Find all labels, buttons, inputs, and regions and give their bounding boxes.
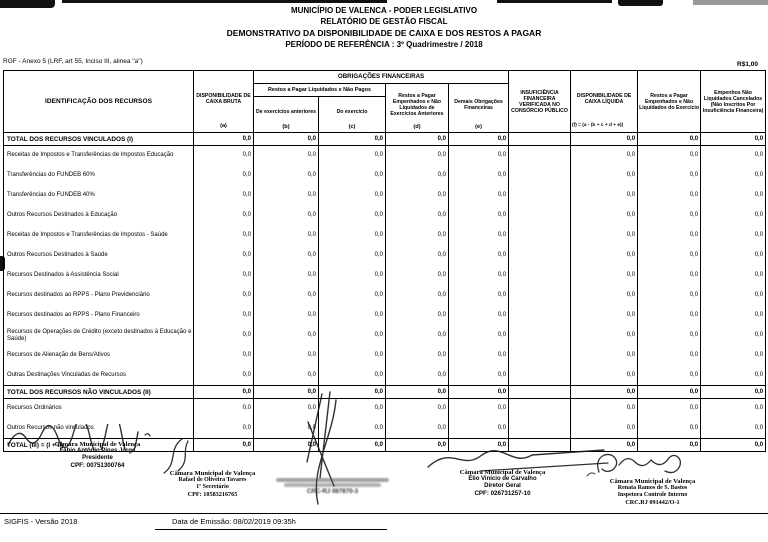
cell-value: 0,0 (194, 133, 254, 146)
stamp-name: Fábio Antônio Pinas Jorge (59, 448, 136, 454)
cell-value: 0,0 (319, 206, 386, 226)
cell-value: 0,0 (449, 386, 509, 399)
cell-value (509, 266, 571, 286)
cell-value: 0,0 (386, 186, 449, 206)
cell-value (509, 419, 571, 439)
table-row (4, 386, 766, 399)
cell-value: 0,0 (319, 366, 386, 386)
cell-value: 0,0 (701, 439, 766, 452)
cell-value: 0,0 (701, 146, 766, 166)
col-letter-c: (c) (348, 123, 356, 130)
cell-value: 0,0 (319, 306, 386, 326)
fiscal-table (3, 70, 766, 452)
reference-period: PERÍODO DE REFERÊNCIA : 3º Quadrimestre / 2018 (285, 40, 483, 49)
table-row (4, 326, 766, 346)
cell-value: 0,0 (571, 286, 638, 306)
stamp-id: CRC-RJ 087870-3 (306, 488, 359, 495)
cell-value: 0,0 (194, 246, 254, 266)
cell-value: 0,0 (254, 133, 319, 146)
cell-value: 0,0 (386, 166, 449, 186)
row-label: TOTAL (III) = (I + II) (4, 439, 194, 452)
cell-value: 0,0 (638, 419, 701, 439)
row-label: Recursos de Alienação de Bens/Ativos (4, 346, 194, 366)
table-row (4, 306, 766, 326)
cell-value (509, 386, 571, 399)
cell-value: 0,0 (386, 226, 449, 246)
col-letter-e: (e) (475, 123, 482, 130)
cell-value: 0,0 (571, 399, 638, 419)
cell-value: 0,0 (319, 326, 386, 346)
stamp-role: 1º Secretário (196, 484, 229, 490)
cell-value: 0,0 (638, 306, 701, 326)
table-row (4, 206, 766, 226)
col-do-exercicio-label: Do exercício (336, 108, 368, 115)
cell-value: 0,0 (194, 419, 254, 439)
cell-value: 0,0 (571, 346, 638, 366)
stamp-org: Câmara Municipal de Valença (609, 478, 696, 485)
cell-value: 0,0 (194, 306, 254, 326)
cell-value: 0,0 (701, 246, 766, 266)
scan-artifact (62, 0, 387, 3)
annex-reference: RGF - Anexo 5 (LRF, art 55, Inciso III, alinea "a") (3, 58, 143, 65)
statement-title: DEMONSTRATIVO DA DISPONIBILIDADE DE CAIXA E DOS RESTOS A PAGAR (226, 28, 542, 38)
cell-value: 0,0 (254, 366, 319, 386)
document-header (0, 5, 768, 50)
cell-value: 0,0 (254, 439, 319, 452)
cell-value: 0,0 (319, 286, 386, 306)
cell-value: 0,0 (254, 306, 319, 326)
cell-value: 0,0 (638, 133, 701, 146)
cell-value: 0,0 (194, 439, 254, 452)
cell-value: 0,0 (254, 186, 319, 206)
cell-value: 0,0 (449, 326, 509, 346)
table-row (4, 266, 766, 286)
stamp-diretor (435, 469, 570, 497)
cell-value: 0,0 (571, 166, 638, 186)
cell-value: 0,0 (638, 246, 701, 266)
row-label: Recursos destinados ao RPPS - Plano Financeiro (4, 306, 194, 326)
cell-value: 0,0 (449, 346, 509, 366)
cell-value: 0,0 (194, 326, 254, 346)
col-letter-a: (a) (220, 122, 227, 129)
col-formula-f: (f) = (a - (b + c + d + e)) (572, 122, 624, 128)
cell-value: 0,0 (319, 133, 386, 146)
cell-value: 0,0 (638, 146, 701, 166)
cell-value: 0,0 (449, 133, 509, 146)
cell-value: 0,0 (386, 419, 449, 439)
cell-value: 0,0 (319, 439, 386, 452)
cell-value: 0,0 (701, 326, 766, 346)
cell-value (509, 186, 571, 206)
col-disponibilidade-bruta (194, 71, 254, 133)
row-label: Transferências do FUNDEB 40% (4, 186, 194, 206)
cell-value: 0,0 (254, 166, 319, 186)
cell-value: 0,0 (319, 186, 386, 206)
cell-value: 0,0 (638, 366, 701, 386)
stamp-secretario (140, 470, 285, 498)
cell-value: 0,0 (386, 439, 449, 452)
cell-value (509, 206, 571, 226)
cell-value: 0,0 (571, 306, 638, 326)
col-letter-d: (d) (413, 123, 421, 130)
cell-value: 0,0 (319, 226, 386, 246)
table-header (4, 71, 766, 133)
cell-value (509, 399, 571, 419)
stamp-org: Câmara Municipal de Valença (54, 441, 141, 448)
cell-value: 0,0 (571, 226, 638, 246)
cell-value: 0,0 (319, 166, 386, 186)
cell-value: 0,0 (254, 346, 319, 366)
col-obrigacoes-financeiras: OBRIGAÇÕES FINANCEIRAS (254, 71, 509, 84)
cell-value: 0,0 (571, 186, 638, 206)
cell-value (509, 133, 571, 146)
cell-value: 0,0 (701, 346, 766, 366)
cell-value: 0,0 (319, 346, 386, 366)
cell-value: 0,0 (449, 286, 509, 306)
stamp-name: Rafael de Oliveira Tavares (178, 477, 247, 483)
cell-value: 0,0 (319, 386, 386, 399)
cell-value: 0,0 (638, 186, 701, 206)
cell-value: 0,0 (701, 386, 766, 399)
cell-value (509, 226, 571, 246)
cell-value: 0,0 (386, 386, 449, 399)
stamp-inspetora (575, 478, 730, 506)
cell-value: 0,0 (254, 246, 319, 266)
col-empenhos-cancelados: Empenhos Não Liquidados Cancelados (Não Inscritos Por Insuficiência Financeira) (701, 71, 766, 133)
cell-value: 0,0 (701, 186, 766, 206)
entity-title: MUNICÍPIO DE VALENCA - PODER LEGISLATIVO (290, 6, 478, 15)
stamp-name: Renata Ramos de S. Bastos (617, 485, 688, 491)
cell-value: 0,0 (449, 246, 509, 266)
col-demais-obrigacoes (449, 84, 509, 133)
col-do-exercicio (319, 97, 386, 133)
cell-value: 0,0 (701, 133, 766, 146)
stamp-org: Câmara Municipal de Valença (459, 469, 546, 476)
col-restos-ant-label: Restos a Pagar Empenhados e Não Liquidados de Exercícios Anteriores (390, 93, 444, 117)
cell-value: 0,0 (194, 206, 254, 226)
cell-value: 0,0 (701, 419, 766, 439)
row-label: Recursos Ordinários (4, 399, 194, 419)
scan-artifact (497, 0, 612, 3)
cell-value: 0,0 (701, 266, 766, 286)
cell-value: 0,0 (254, 266, 319, 286)
row-label: Outras Destinações Vinculadas de Recursos (4, 366, 194, 386)
cell-value: 0,0 (638, 266, 701, 286)
row-label: TOTAL DOS RECURSOS NÃO VINCULADOS (II) (4, 386, 194, 399)
cell-value: 0,0 (319, 399, 386, 419)
col-ex-ant-label: De exercícios anteriores (256, 108, 316, 115)
cell-value: 0,0 (638, 226, 701, 246)
stamp-contador (270, 477, 395, 495)
cell-value: 0,0 (571, 133, 638, 146)
cell-value (509, 286, 571, 306)
illegible-stamp-line (276, 478, 389, 482)
cell-value: 0,0 (449, 399, 509, 419)
cell-value (509, 166, 571, 186)
footer-divider (0, 513, 768, 514)
cell-value: 0,0 (194, 386, 254, 399)
cell-value: 0,0 (701, 306, 766, 326)
table-row (4, 133, 766, 146)
cell-value: 0,0 (386, 399, 449, 419)
cell-value: 0,0 (449, 186, 509, 206)
cell-value: 0,0 (254, 386, 319, 399)
cell-value: 0,0 (194, 146, 254, 166)
cell-value: 0,0 (571, 266, 638, 286)
signature-scrawl-inspetora (585, 448, 697, 480)
cell-value: 0,0 (449, 306, 509, 326)
cell-value: 0,0 (571, 146, 638, 166)
cell-value: 0,0 (194, 366, 254, 386)
cell-value (509, 246, 571, 266)
cell-value: 0,0 (571, 326, 638, 346)
cell-value (509, 326, 571, 346)
cell-value: 0,0 (386, 366, 449, 386)
row-label: Receitas de Impostos e Transferências de Impostos - Saúde (4, 226, 194, 246)
cell-value: 0,0 (386, 266, 449, 286)
cell-value: 0,0 (319, 246, 386, 266)
row-label: Outros Recursos Destinados à Educação (4, 206, 194, 226)
row-label: TOTAL DOS RECURSOS VINCULADOS (I) (4, 133, 194, 146)
row-label: Recursos destinados ao RPPS - Plano Previdenciário (4, 286, 194, 306)
cell-value: 0,0 (319, 146, 386, 166)
cell-value: 0,0 (194, 166, 254, 186)
table-row (4, 166, 766, 186)
cell-value: 0,0 (194, 286, 254, 306)
footer-system-version: SIGFIS - Versão 2018 (4, 517, 78, 526)
cell-value: 0,0 (386, 206, 449, 226)
cell-value: 0,0 (386, 326, 449, 346)
cell-value: 0,0 (254, 326, 319, 346)
col-insuficiencia: INSUFICIÊNCIA FINANCEIRA VERIFICADA NO CONSÓRCIO PÚBLICO (509, 71, 571, 133)
cell-value: 0,0 (571, 439, 638, 452)
col-identificacao: IDENTIFICAÇÃO DOS RECURSOS (4, 71, 194, 133)
col-letter-b: (b) (282, 123, 290, 130)
cell-value: 0,0 (254, 146, 319, 166)
cell-value: 0,0 (449, 166, 509, 186)
cell-value: 0,0 (449, 439, 509, 452)
row-label: Recursos Destinados à Assistência Social (4, 266, 194, 286)
footer-emission-date: Data de Emissão: 08/02/2019 09:35h (172, 517, 296, 526)
cell-value: 0,0 (254, 286, 319, 306)
cell-value: 0,0 (638, 386, 701, 399)
cell-value: 0,0 (254, 419, 319, 439)
cell-value: 0,0 (571, 386, 638, 399)
cell-value: 0,0 (194, 399, 254, 419)
cell-value: 0,0 (638, 326, 701, 346)
cell-value: 0,0 (254, 206, 319, 226)
row-label: Outros Recursos não vinculados (4, 419, 194, 439)
cell-value: 0,0 (571, 366, 638, 386)
row-label: Transferências do FUNDEB 60% (4, 166, 194, 186)
cell-value: 0,0 (638, 346, 701, 366)
table-row (4, 346, 766, 366)
row-label: Recursos de Operações de Crédito (exceto destinados à Educação e Saúde) (4, 326, 194, 346)
cell-value: 0,0 (571, 246, 638, 266)
cell-value: 0,0 (449, 266, 509, 286)
cell-value: 0,0 (701, 166, 766, 186)
table-row (4, 146, 766, 166)
cell-value: 0,0 (571, 206, 638, 226)
table-row (4, 366, 766, 386)
cell-value: 0,0 (701, 366, 766, 386)
cell-value: 0,0 (319, 419, 386, 439)
cell-value: 0,0 (701, 206, 766, 226)
cell-value: 0,0 (638, 399, 701, 419)
currency-unit: R$1,00 (737, 61, 758, 68)
cell-value: 0,0 (449, 226, 509, 246)
cell-value: 0,0 (449, 206, 509, 226)
stamp-id: CPF: 00751300764 (70, 462, 125, 469)
stamp-role: Presidente (82, 455, 113, 461)
stamp-id: CPF: 10583216765 (187, 491, 238, 498)
table-row (4, 186, 766, 206)
cell-value: 0,0 (701, 286, 766, 306)
table-row (4, 226, 766, 246)
stamp-id: CRC.RJ 091442/O-1 (625, 499, 680, 506)
row-label: Receitas de Impostos e Transferências de Impostos Educação (4, 146, 194, 166)
col-restos-liquidados: Restos a Pagar Liquidados e Não Pagos (254, 84, 386, 97)
cell-value: 0,0 (254, 226, 319, 246)
cell-value: 0,0 (386, 306, 449, 326)
cell-value: 0,0 (386, 133, 449, 146)
cell-value: 0,0 (701, 226, 766, 246)
cell-value: 0,0 (638, 206, 701, 226)
table-row (4, 246, 766, 266)
cell-value (509, 346, 571, 366)
cell-value: 0,0 (194, 186, 254, 206)
report-title: RELATÓRIO DE GESTÃO FISCAL (320, 17, 448, 26)
stamp-role: Diretor Geral (484, 483, 521, 489)
cell-value (509, 366, 571, 386)
stamp-id: CPF: 026731257-10 (474, 490, 531, 497)
cell-value: 0,0 (386, 286, 449, 306)
cell-value: 0,0 (254, 399, 319, 419)
cell-value (509, 146, 571, 166)
cell-value (509, 306, 571, 326)
cell-value: 0,0 (571, 419, 638, 439)
cell-value: 0,0 (386, 346, 449, 366)
col-restos-empenhados-anteriores (386, 84, 449, 133)
row-label: Outros Recursos Destinados à Saúde (4, 246, 194, 266)
stamp-presidente (15, 441, 180, 469)
stamp-role: Inspetora Controle Interno (617, 492, 688, 498)
stamp-name: Élio Vinício de Carvalho (468, 476, 537, 482)
cell-value: 0,0 (194, 226, 254, 246)
col-disponibilidade-liquida (571, 71, 638, 133)
cell-value: 0,0 (386, 246, 449, 266)
cell-value: 0,0 (638, 166, 701, 186)
footer-underline (155, 529, 387, 530)
cell-value: 0,0 (386, 146, 449, 166)
cell-value: 0,0 (449, 419, 509, 439)
stamp-org: Câmara Municipal de Valença (169, 470, 256, 477)
cell-value: 0,0 (194, 346, 254, 366)
col-disp-liquida-label: DISPONIBILIDADE DE CAIXA LÍQUIDA (576, 92, 632, 105)
col-demais-label: Demais Obrigações Financeiras (454, 99, 503, 111)
cell-value: 0,0 (194, 266, 254, 286)
table-row (4, 286, 766, 306)
col-restos-exercicio: Restos a Pagar Empenhados e Não Liquidados do Exercício (638, 71, 701, 133)
cell-value: 0,0 (449, 366, 509, 386)
cell-value: 0,0 (638, 286, 701, 306)
cell-value: 0,0 (319, 266, 386, 286)
cell-value: 0,0 (638, 439, 701, 452)
illegible-stamp-line (284, 483, 381, 487)
cell-value: 0,0 (701, 399, 766, 419)
table-body (4, 133, 766, 452)
table-row (4, 399, 766, 419)
cell-value: 0,0 (449, 146, 509, 166)
col-disp-bruta-label: DISPONIBILIDADE DE CAIXA BRUTA (196, 92, 251, 105)
col-exercicios-anteriores (254, 97, 319, 133)
